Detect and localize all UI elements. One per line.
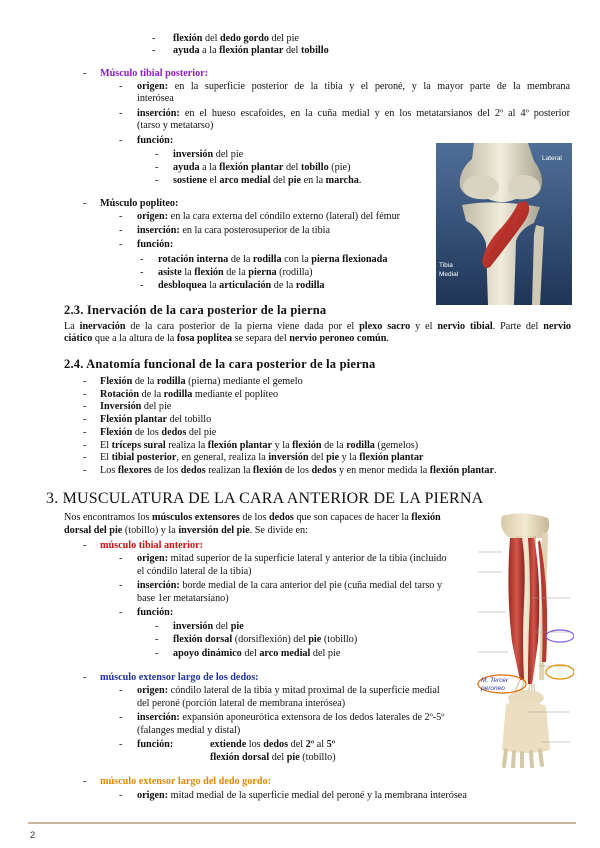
list-item: Flexión de los dedos del pie [100, 426, 217, 438]
list-item: apoyo dinámico del arco medial del pie [173, 648, 341, 659]
muscle-title-tibial-posterior: Músculo tibial posterior: [100, 68, 209, 79]
list-item: extiende los dedos del 2º al 5º [210, 739, 336, 750]
funcion-label: función: [137, 607, 174, 618]
muscle-title-popliteo: Músculo poplíteo: [100, 198, 179, 209]
chapter-heading-3: 3. MUSCULATURA DE LA CARA ANTERIOR DE LA PIERNA [46, 490, 484, 507]
label-tercer: M. Tercer [481, 677, 509, 684]
insercion-line-cont: base 1er metatarsiano) [137, 593, 229, 604]
anterior-leg-anatomy-image [476, 512, 574, 768]
origen-line-cont: el cóndilo lateral de la tibia) [137, 566, 252, 577]
origen-line: origen: cóndilo lateral de la tibia y mitad proximal de la superficie medial [137, 685, 440, 696]
footer-rule [28, 822, 576, 824]
label-lateral: Lateral [542, 155, 562, 162]
list-item: flexión dorsal (dorsiflexión) del pie (tobillo) [173, 634, 358, 645]
paragraph-line: ciático que a la altura de la fosa poplítea se separa del nervio peroneo común. [64, 333, 389, 344]
list-item: Los flexores de los dedos realizan la flexión de los dedos y en menor medida la flexión plantar. [100, 464, 497, 476]
list-item: rotación interna de la rodilla con la pierna flexionada [158, 254, 388, 265]
funcion-label: función: [137, 739, 174, 750]
origen-line: origen: mitad medial de la superficie medial del peroné y la membrana interósea [137, 790, 467, 801]
section-heading-2-3: 2.3. Inervación de la cara posterior de la pierna [64, 303, 327, 317]
list-item: ayuda a la flexión plantar del tobillo [173, 45, 329, 56]
origen-line: origen: en la cara externa del cóndilo externo (lateral) del fémur [137, 211, 401, 222]
origen-line: origen: en la superficie posterior de la tibia y el peroné, y la mayor parte de la membrana [137, 81, 570, 92]
page-number: 2 [30, 830, 36, 841]
muscle-title-tibial-anterior: músculo tibial anterior: [100, 540, 203, 551]
list-item: Flexión plantar del tobillo [100, 414, 212, 426]
insercion-line: inserción: en el hueso escafoides, en la cuña medial y en los metatarsianos del 2º al 4º posterior [137, 108, 570, 119]
muscle-title-extensor-dedo-gordo: músculo extensor largo del dedo gordo: [100, 776, 272, 787]
list-item: flexión del dedo gordo del pie [173, 33, 299, 44]
list-item: Rotación de la rodilla mediante el poplíteo [100, 388, 279, 400]
funcion-label: función: [137, 239, 174, 250]
document-page: - flexión del dedo gordo del pie - ayuda a la flexión plantar del tobillo - Músculo tibial posterior: - origen: en la superficie posterior de la tibia y el peroné, y la mayor parte de la membrana interósea - inserción: en el hueso escafoides, en la cuña medial y en los metatarsianos del 2º al 4º posterior (tarso y metatarso) - función: - inversión del pie - ayuda a la flexión plantar del tobillo (pie) - sostiene el arco medial del pie en la marcha. - Músculo poplíteo: - origen: en la cara externa del cóndilo externo (lateral) del fémur - inserción: en la cara posterosuperior de la tibia - función: - rotación interna de la rodilla con la pierna flexionada - asiste la flexión de la pierna (rodilla) - desbloquea la articulación de la rodilla Lateral Tibia Medial 2.3. Inervación de la cara posterior de la pierna La inervación de la cara posterior de la pierna viene dada por el plexo sacro y el nervio tibial. Parte del nervio ciático que a la altura de la fosa poplítea se separa del nervio peroneo común. 2.4. Anatomía funcional de la cara posterior de la pierna - Flexión de la rodilla (pierna) mediante el gemelo - Rotación de la rodilla mediante el poplíteo - Inversión del pie - Flexión plantar del tobillo - Flexión de los dedos del pie - El tríceps sural realiza la flexión plantar y la flexión de la rodilla (gemelos) - El tibial posterior, en general, realiza la inversión del pie y la flexión plantar - Los flexores de los dedos realizan la flexión de los dedos y en menor medida la flexión plantar. 3. MUSCULATURA DE LA CARA ANTERIOR DE LA PIERNA Nos encontramos los músculos extensores de los dedos que son capaces de hacer la flexión dorsal del pie (tobillo) y la inversión del pie. Se divide en: - músculo tibial anterior: - origen: mitad superior de la superficie lateral y anterior de la tibia (incluido el cóndilo lateral de la tibia) - inserción: borde medial de la cara anterior del pie (cuña medial del tarso y base 1er metatarsiano) - función: - inversión del pie - flexión dorsal (dorsiflexión) del pie (tobillo) - apoyo dinámico del arco medial del pie - músculo extensor largo de los dedos: - origen: cóndilo lateral de la tibia y mitad proximal de la superficie medial del peroné (porción lateral de membrana interósea) - inserción: expansión aponeurótica extensora de los dedos laterales de 2º-5º (falanges medial y distal) - función: extiende los dedos del 2º al 5º flexión dorsal del pie (tobillo) - músculo extensor largo del dedo gordo: - origen: mitad medial de la superficie medial del peroné y la membrana interósea M. Tercer peroneo 2 [0, 0, 600, 848]
list-item: inversión del pie [173, 149, 244, 160]
origen-line-cont: del peroné (porción lateral de membrana interósea) [137, 698, 346, 709]
list-item: desbloquea la articulación de la rodilla [158, 280, 325, 291]
label-medial: Medial [439, 271, 459, 278]
list-item: asiste la flexión de la pierna (rodilla) [158, 267, 313, 278]
list-item: Flexión de la rodilla (pierna) mediante el gemelo [100, 376, 303, 387]
list-item: El tríceps sural realiza la flexión plantar y la flexión de la rodilla (gemelos) [100, 439, 419, 451]
list-item: El tibial posterior, en general, realiza la inversión del pie y la flexión plantar [100, 452, 424, 464]
insercion-line-cont: (falanges medial y distal) [137, 725, 241, 736]
insercion-line: inserción: borde medial de la cara anterior del pie (cuña medial del tarso y [137, 580, 443, 591]
paragraph-line: La inervación de la cara posterior de la pierna viene dada por el plexo sacro y el nervio tibial. Parte del nervio [64, 321, 572, 332]
origen-line: origen: mitad superior de la superficie lateral y anterior de la tibia (incluido [137, 553, 447, 564]
section-heading-2-4: 2.4. Anatomía funcional de la cara posterior de la pierna [64, 357, 376, 371]
paragraph-line: Nos encontramos los músculos extensores de los dedos que son capaces de hacer la flexión [64, 512, 441, 523]
funcion-label: función: [137, 135, 174, 146]
popliteus-anatomy-image [436, 143, 572, 305]
list-item: sostiene el arco medial del pie en la marcha. [173, 175, 362, 186]
list-item: inversión del pie [173, 621, 244, 632]
list-item: flexión dorsal del pie (tobillo) [210, 752, 336, 763]
insercion-line: inserción: en la cara posterosuperior de la tibia [137, 225, 331, 236]
insercion-line-cont: (tarso y metatarso) [137, 120, 214, 131]
label-tibia: Tibia [439, 262, 453, 269]
label-peroneo: peroneo [481, 685, 505, 692]
paragraph-line: dorsal del pie (tobillo) y la inversión del pie. Se divide en: [64, 525, 308, 536]
list-item: ayuda a la flexión plantar del tobillo (pie) [173, 162, 351, 173]
insercion-line: inserción: expansión aponeurótica extensora de los dedos laterales de 2º-5º [137, 712, 445, 723]
origen-line-cont: interósea [137, 93, 174, 104]
muscle-title-extensor-dedos: músculo extensor largo de los dedos: [100, 672, 259, 683]
list-item: Inversión del pie [100, 401, 172, 413]
